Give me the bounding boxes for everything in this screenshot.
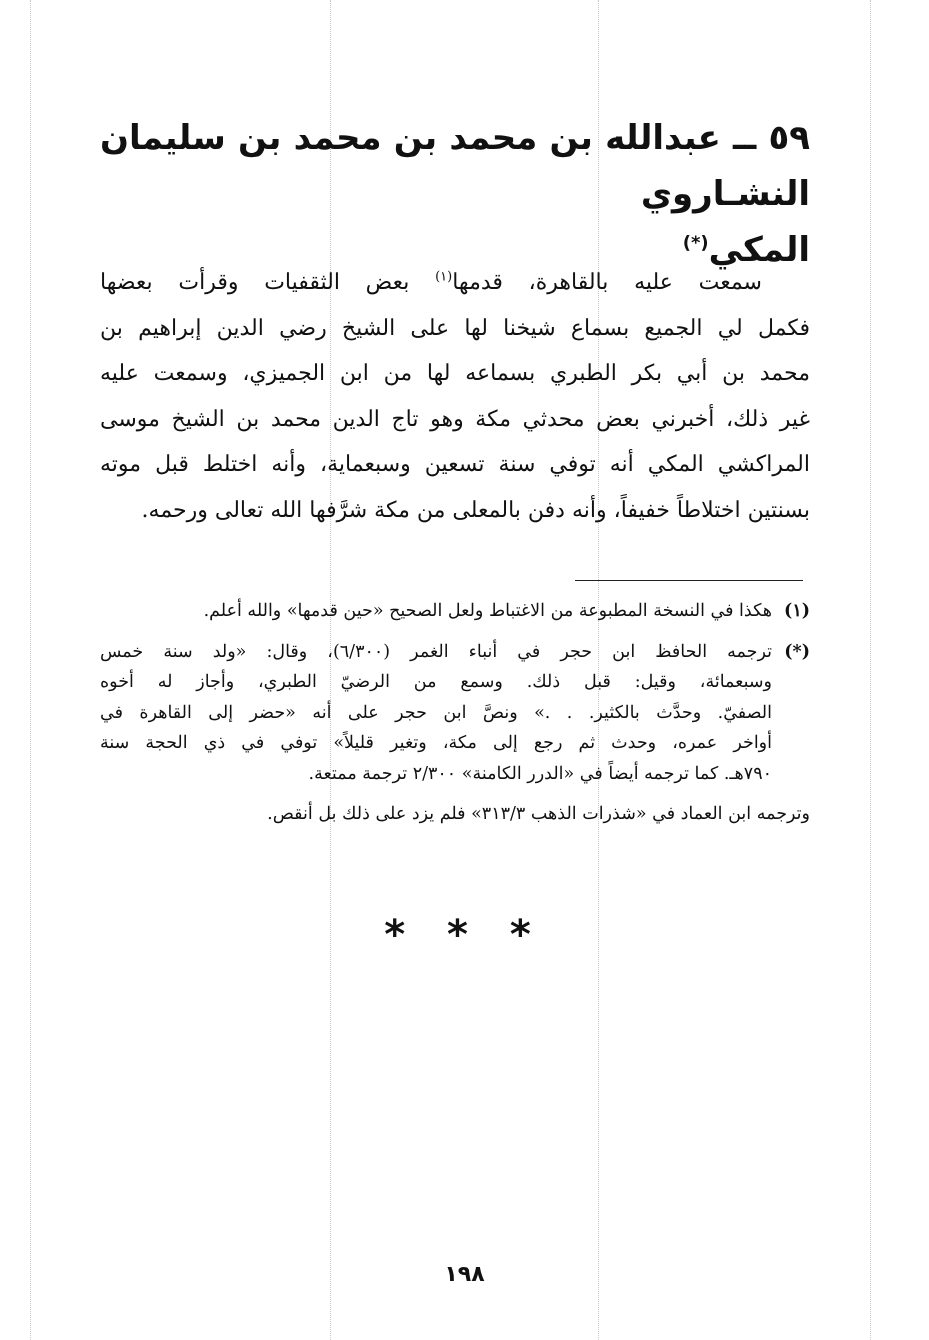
body-text-segment: بعض الثقفيات وقرأت بعضها (100, 270, 436, 295)
body-line: غير ذلك، أخبرني بعض محدثي مكة وهو تاج الدين محمد بن الشيخ موسى (100, 406, 810, 432)
footnote-marker: (*) (784, 641, 810, 662)
footnote-line: وسبعمائة، وقيل: قبل ذلك. وسمع من الرضيّ الطبري، وأجاز له أخوه (100, 672, 772, 692)
section-separator: * * * (384, 912, 545, 958)
footnote-continuation (100, 799, 810, 830)
scan-artifact-line (870, 0, 871, 1340)
entry-heading (100, 110, 810, 278)
footnotes (100, 596, 810, 840)
body-line (100, 260, 810, 306)
footnote-divider (575, 580, 803, 581)
footnote-line: أواخر عمره، وحدث ثم رجع إلى مكة، وتغير قليلاً» توفي في ذي الحجة سنة (100, 733, 772, 753)
body-line: فكمل لي الجميع بسماع شيخنا لها على الشيخ رضي الدين إبراهيم بن (100, 315, 810, 341)
body-paragraph (100, 260, 810, 533)
body-line: محمد بن أبي بكر الطبري بسماعه لها من ابن الجميزي، وسمعت عليه (100, 361, 810, 386)
footnote-1 (100, 596, 810, 627)
heading-line: ٥٩ ــ عبدالله بن محمد بن محمد بن سليمان النشـاروي (100, 118, 810, 214)
footnote-star (100, 637, 810, 790)
footnote-line: الصفيّ. وحدَّث بالكثير. . .» ونصَّ ابن حجر على أنه «حضر إلى القاهرة في (100, 702, 773, 723)
body-line: المراكشي المكي أنه توفي سنة تسعين وسبعماية، وأنه اختلط قبل موته (100, 452, 810, 477)
footnote-line: ٧٩٠هـ. كما ترجمه أيضاً في «الدرر الكامنة» ٢/٣٠٠ ترجمة ممتعة. (308, 763, 772, 784)
heading-footnote-marker: (*) (682, 232, 709, 254)
footnote-line: ترجمه الحافظ ابن حجر في أنباء الغمر (٦/٣٠٠)، وقال: «ولد سنة خمس (100, 641, 773, 662)
scan-artifact-line (30, 0, 31, 1340)
footnote-marker: (١) (784, 601, 810, 621)
footnote-ref-1: (١) (435, 269, 453, 285)
body-line: بسنتين اختلاطاً خفيفاً، وأنه دفن بالمعلى من مكة شرَّفها الله تعالى ورحمه. (141, 497, 810, 523)
page-number: ١٩٨ (444, 1262, 485, 1287)
heading-nisba: المكي (708, 230, 810, 270)
footnote-line: هكذا في النسخة المطبوعة من الاغتباط ولعل الصحيح «حين قدمها» والله أعلم. (203, 601, 772, 621)
footnote-line: وترجمه ابن العماد في «شذرات الذهب ٣١٣/٣» فلم يزد على ذلك بل أنقص. (267, 804, 810, 824)
body-text-segment: سمعت عليه بالقاهرة، قدمها (452, 270, 762, 295)
